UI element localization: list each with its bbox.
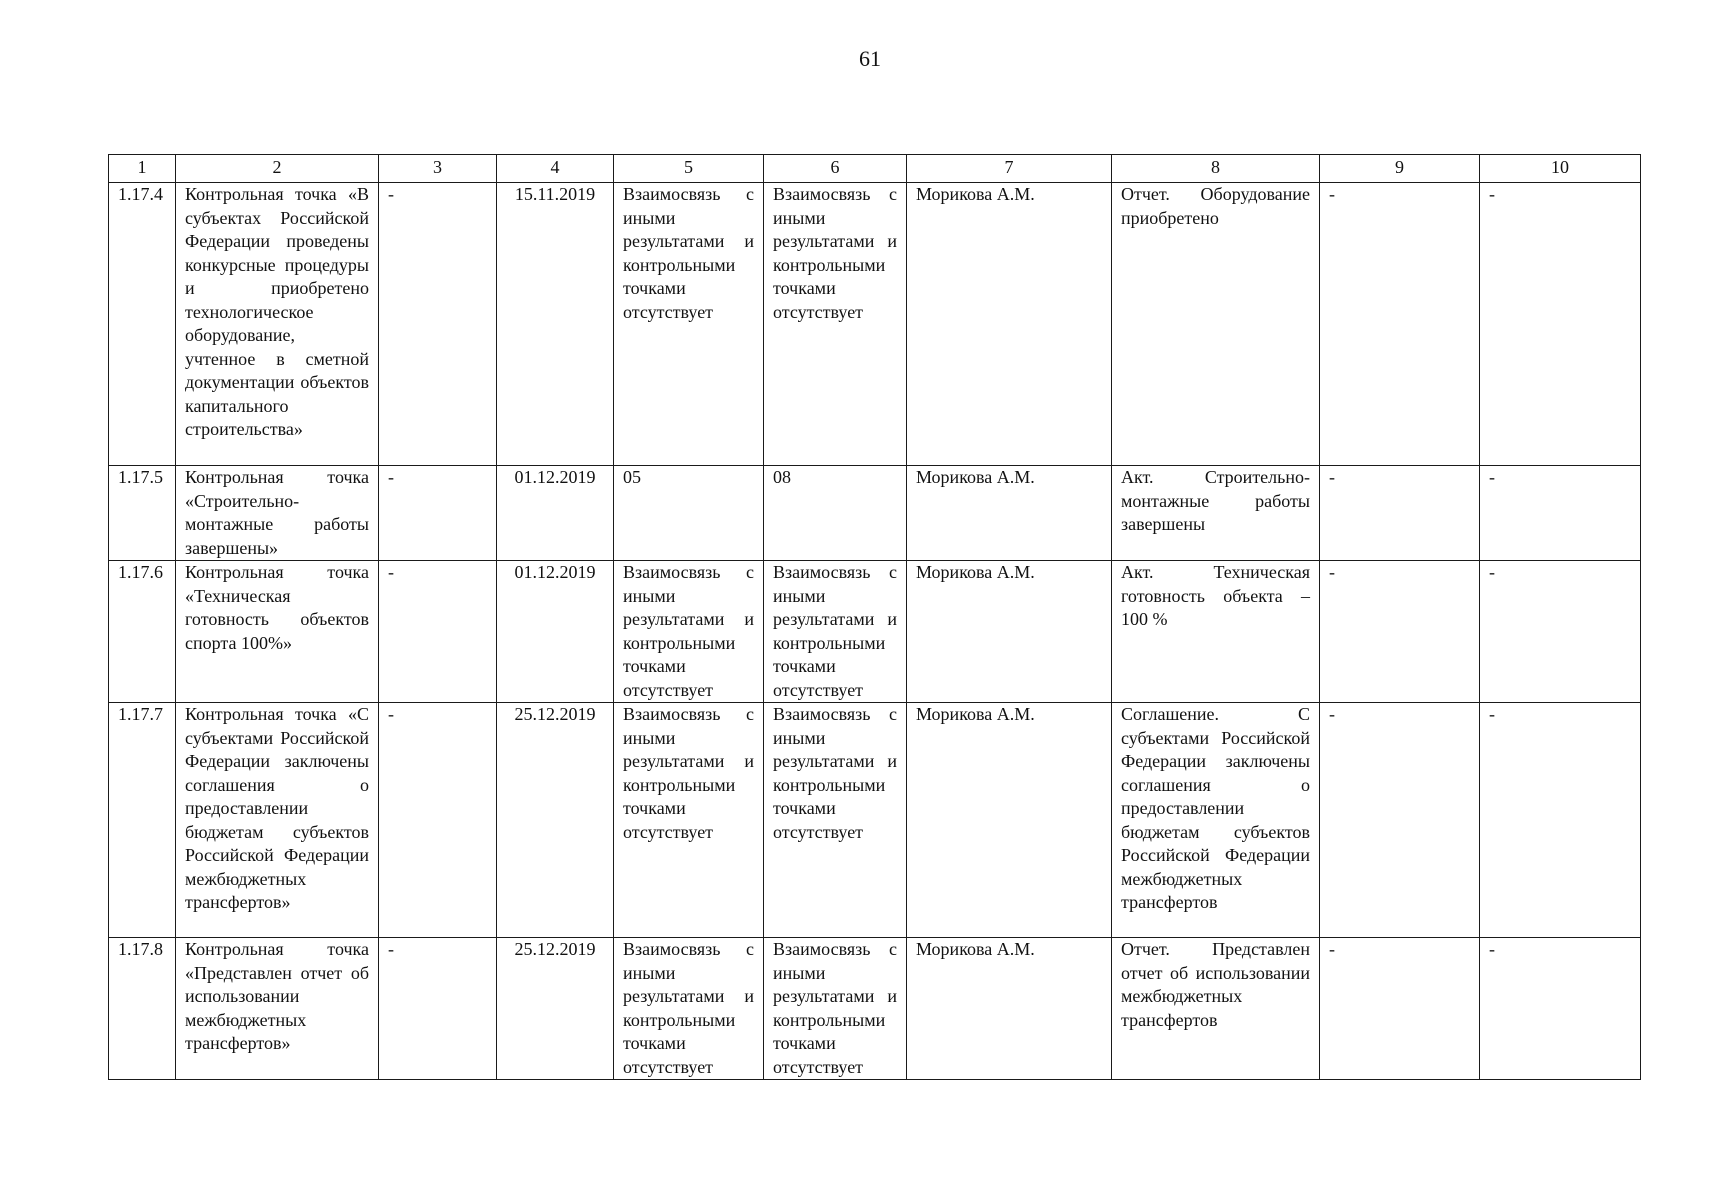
cell-col5: 05 bbox=[614, 466, 764, 561]
page-number: 61 bbox=[859, 46, 881, 71]
table-row bbox=[109, 938, 1641, 1080]
cell-col6: 08 bbox=[764, 466, 907, 561]
cell-responsible: Морикова А.М. bbox=[907, 466, 1112, 561]
control-points-table bbox=[108, 154, 1641, 1080]
header-cell-4: 4 bbox=[497, 155, 614, 183]
cell-col10: - bbox=[1480, 466, 1641, 561]
cell-date: 15.11.2019 bbox=[497, 183, 614, 466]
cell-col9: - bbox=[1320, 561, 1480, 703]
table-row bbox=[109, 703, 1641, 938]
cell-col10: - bbox=[1480, 183, 1641, 466]
cell-col9: - bbox=[1320, 466, 1480, 561]
cell-col3: - bbox=[379, 466, 497, 561]
cell-col10: - bbox=[1480, 703, 1641, 938]
cell-col3: - bbox=[379, 938, 497, 1080]
cell-control-point: Контрольная точка «В субъектах Российской Федерации проведены конкурсные процедуры и приобретено технологическое оборудование, учтенное в сметной документации объектов капитального строительства» bbox=[176, 183, 379, 466]
cell-col9: - bbox=[1320, 938, 1480, 1080]
cell-date: 25.12.2019 bbox=[497, 938, 614, 1080]
header-cell-7: 7 bbox=[907, 155, 1112, 183]
header-cell-2: 2 bbox=[176, 155, 379, 183]
cell-col3: - bbox=[379, 703, 497, 938]
cell-number: 1.17.7 bbox=[109, 703, 176, 938]
table-row bbox=[109, 561, 1641, 703]
header-row bbox=[109, 155, 1641, 183]
cell-col3: - bbox=[379, 561, 497, 703]
cell-col5: Взаимосвязь с иными результатами и контрольными точками отсутствует bbox=[614, 703, 764, 938]
cell-number: 1.17.4 bbox=[109, 183, 176, 466]
cell-responsible: Морикова А.М. bbox=[907, 703, 1112, 938]
cell-result: Соглашение. С субъектами Российской Федерации заключены соглашения о предоставлении бюджетам субъектов Российской Федерации межбюджетных трансфертов bbox=[1112, 703, 1320, 938]
header-cell-5: 5 bbox=[614, 155, 764, 183]
cell-responsible: Морикова А.М. bbox=[907, 561, 1112, 703]
cell-responsible: Морикова А.М. bbox=[907, 183, 1112, 466]
cell-col9: - bbox=[1320, 703, 1480, 938]
table-row bbox=[109, 183, 1641, 466]
cell-number: 1.17.5 bbox=[109, 466, 176, 561]
cell-date: 01.12.2019 bbox=[497, 466, 614, 561]
cell-date: 25.12.2019 bbox=[497, 703, 614, 938]
header-cell-8: 8 bbox=[1112, 155, 1320, 183]
cell-date: 01.12.2019 bbox=[497, 561, 614, 703]
cell-number: 1.17.8 bbox=[109, 938, 176, 1080]
header-cell-1: 1 bbox=[109, 155, 176, 183]
cell-col3: - bbox=[379, 183, 497, 466]
cell-col6: Взаимосвязь с иными результатами и контрольными точками отсутствует bbox=[764, 561, 907, 703]
cell-col5: Взаимосвязь с иными результатами и контрольными точками отсутствует bbox=[614, 183, 764, 466]
header-cell-3: 3 bbox=[379, 155, 497, 183]
cell-col5: Взаимосвязь с иными результатами и контрольными точками отсутствует bbox=[614, 938, 764, 1080]
header-cell-6: 6 bbox=[764, 155, 907, 183]
cell-col6: Взаимосвязь с иными результатами и контрольными точками отсутствует bbox=[764, 183, 907, 466]
cell-control-point: Контрольная точка «С субъектами Российской Федерации заключены соглашения о предоставлении бюджетам субъектов Российской Федерации межбюджетных трансфертов» bbox=[176, 703, 379, 938]
header-cell-10: 10 bbox=[1480, 155, 1641, 183]
cell-result: Отчет. Оборудование приобретено bbox=[1112, 183, 1320, 466]
cell-result: Акт. Строительно-монтажные работы завершены bbox=[1112, 466, 1320, 561]
cell-col6: Взаимосвязь с иными результатами и контрольными точками отсутствует bbox=[764, 938, 907, 1080]
header-cell-9: 9 bbox=[1320, 155, 1480, 183]
cell-col10: - bbox=[1480, 938, 1641, 1080]
cell-col5: Взаимосвязь с иными результатами и контрольными точками отсутствует bbox=[614, 561, 764, 703]
cell-col6: Взаимосвязь с иными результатами и контрольными точками отсутствует bbox=[764, 703, 907, 938]
cell-number: 1.17.6 bbox=[109, 561, 176, 703]
cell-result: Акт. Техническая готовность объекта – 100 % bbox=[1112, 561, 1320, 703]
cell-control-point: Контрольная точка «Строительно-монтажные работы завершены» bbox=[176, 466, 379, 561]
cell-control-point: Контрольная точка «Представлен отчет об использовании межбюджетных трансфертов» bbox=[176, 938, 379, 1080]
cell-control-point: Контрольная точка «Техническая готовность объектов спорта 100%» bbox=[176, 561, 379, 703]
cell-responsible: Морикова А.М. bbox=[907, 938, 1112, 1080]
cell-result: Отчет. Представлен отчет об использовании межбюджетных трансфертов bbox=[1112, 938, 1320, 1080]
cell-col10: - bbox=[1480, 561, 1641, 703]
table-row bbox=[109, 466, 1641, 561]
cell-col9: - bbox=[1320, 183, 1480, 466]
